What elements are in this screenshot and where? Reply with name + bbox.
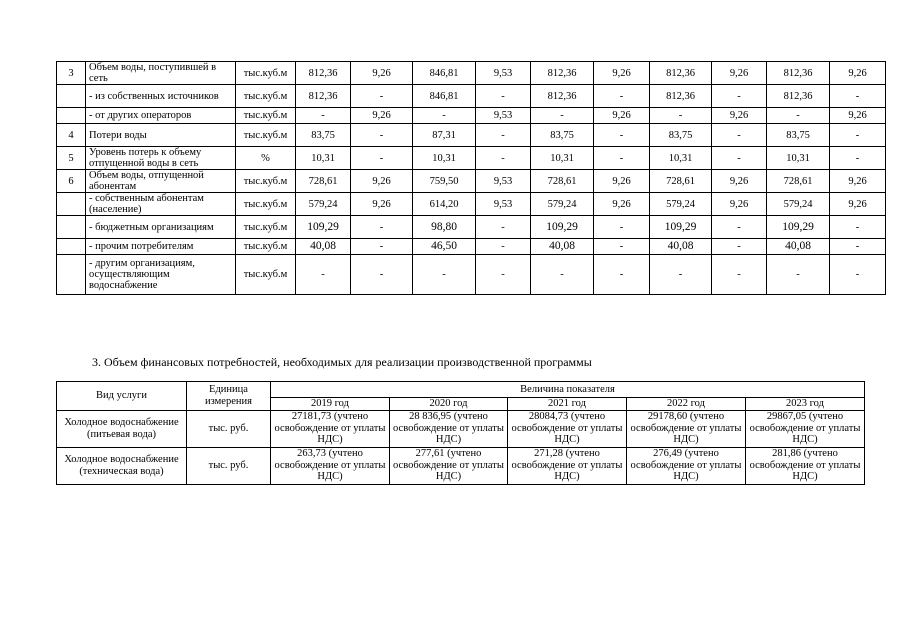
value-cell: 271,28 (учтено освобождение от уплаты НДС) [508,447,627,484]
row-unit: тыс.куб.м [236,170,296,193]
value-cell: 83,75 [296,124,351,147]
value-cell: - [351,124,413,147]
row-number [57,216,86,239]
value-cell: - [650,108,712,124]
section-heading: 3. Объем финансовых потребностей, необходимых для реализации производственной программы [92,355,592,369]
row-label: - из собственных источников [86,85,236,108]
row-unit: тыс.куб.м [236,239,296,255]
value-cell: - [830,239,886,255]
table-row [57,193,886,216]
financial-needs-table [56,381,865,485]
value-cell: - [476,147,531,170]
value-cell: 812,36 [531,62,594,85]
value-cell: 9,53 [476,193,531,216]
value-cell: - [594,124,650,147]
value-cell: 812,36 [767,62,830,85]
value-cell: 277,61 (учтено освобождение от уплаты НДС) [390,447,508,484]
value-cell: 9,26 [830,170,886,193]
value-cell: 579,24 [650,193,712,216]
value-cell: 9,53 [476,170,531,193]
value-cell: - [296,255,351,295]
value-cell: 109,29 [531,216,594,239]
row-unit: тыс.куб.м [236,62,296,85]
value-cell: 83,75 [767,124,830,147]
row-label: - другим организациям, осуществляющим водоснабжение [86,255,236,295]
value-cell: 29178,60 (учтено освобождение от уплаты НДС) [627,410,746,447]
value-cell: 27181,73 (учтено освобождение от уплаты НДС) [271,410,390,447]
table-row [57,170,886,193]
table-row [57,62,886,85]
row-unit: тыс.куб.м [236,85,296,108]
header-year: 2020 год [390,398,508,411]
row-number [57,255,86,295]
value-cell: 83,75 [531,124,594,147]
value-cell: 29867,05 (учтено освобождение от уплаты НДС) [746,410,865,447]
value-cell: 9,26 [830,108,886,124]
value-cell: 10,31 [413,147,476,170]
value-cell: 10,31 [296,147,351,170]
header-value: Величина показателя [271,382,865,398]
value-cell: - [476,239,531,255]
service-unit: тыс. руб. [187,410,271,447]
value-cell: 281,86 (учтено освобождение от уплаты НДС) [746,447,865,484]
row-label: Уровень потерь к объему отпущенной воды в сеть [86,147,236,170]
value-cell: - [413,108,476,124]
value-cell: - [476,85,531,108]
value-cell: - [531,108,594,124]
row-unit: тыс.куб.м [236,255,296,295]
value-cell: 579,24 [531,193,594,216]
value-cell: - [351,239,413,255]
row-label: Объем воды, отпущенной абонентам [86,170,236,193]
value-cell: 9,26 [351,170,413,193]
table-row [57,108,886,124]
value-cell: - [830,124,886,147]
value-cell: 109,29 [296,216,351,239]
table-row [57,255,886,295]
table-row [57,124,886,147]
value-cell: - [712,124,767,147]
row-label: Объем воды, поступившей в сеть [86,62,236,85]
value-cell: 9,26 [712,170,767,193]
value-cell: 812,36 [767,85,830,108]
value-cell: 812,36 [296,85,351,108]
value-cell: 40,08 [650,239,712,255]
row-number: 4 [57,124,86,147]
value-cell: 728,61 [296,170,351,193]
value-cell: - [531,255,594,295]
value-cell: - [476,124,531,147]
value-cell: - [594,255,650,295]
value-cell: 263,73 (учтено освобождение от уплаты НДС) [271,447,390,484]
row-label: - собственным абонентам (население) [86,193,236,216]
value-cell: 812,36 [650,62,712,85]
header-unit: Единица измерения [187,382,271,411]
value-cell: 9,26 [594,193,650,216]
value-cell: 728,61 [767,170,830,193]
value-cell: 9,26 [351,62,413,85]
value-cell: 40,08 [296,239,351,255]
value-cell: 10,31 [650,147,712,170]
value-cell: 9,26 [594,108,650,124]
value-cell: - [594,239,650,255]
value-cell: - [351,255,413,295]
row-number: 5 [57,147,86,170]
value-cell: 40,08 [767,239,830,255]
value-cell: 728,61 [531,170,594,193]
value-cell: - [830,216,886,239]
row-unit: тыс.куб.м [236,124,296,147]
value-cell: 98,80 [413,216,476,239]
value-cell: 9,26 [594,170,650,193]
header-year: 2022 год [627,398,746,411]
row-label: - бюджетным организациям [86,216,236,239]
value-cell: - [476,216,531,239]
value-cell: - [476,255,531,295]
header-year: 2021 год [508,398,627,411]
value-cell: - [830,85,886,108]
row-number [57,193,86,216]
table-row [57,447,865,484]
value-cell: - [712,85,767,108]
row-number: 3 [57,62,86,85]
header-service: Вид услуги [57,382,187,411]
value-cell: - [830,255,886,295]
row-label: - от других операторов [86,108,236,124]
row-unit: тыс.куб.м [236,108,296,124]
value-cell: 28 836,95 (учтено освобождение от уплаты НДС) [390,410,508,447]
table-row [57,147,886,170]
row-number: 6 [57,170,86,193]
value-cell: 28084,73 (учтено освобождение от уплаты НДС) [508,410,627,447]
row-unit: тыс.куб.м [236,216,296,239]
row-number [57,108,86,124]
value-cell: 846,81 [413,62,476,85]
value-cell: - [413,255,476,295]
value-cell: 9,26 [712,108,767,124]
value-cell: - [594,85,650,108]
value-cell: 9,26 [830,62,886,85]
value-cell: 9,26 [830,193,886,216]
header-year: 2023 год [746,398,865,411]
value-cell: - [830,147,886,170]
value-cell: - [351,85,413,108]
value-cell: 579,24 [767,193,830,216]
value-cell: 759,50 [413,170,476,193]
value-cell: - [296,108,351,124]
value-cell: 9,26 [712,62,767,85]
value-cell: 728,61 [650,170,712,193]
value-cell: 9,26 [712,193,767,216]
value-cell: - [594,216,650,239]
value-cell: 276,49 (учтено освобождение от уплаты НДС) [627,447,746,484]
value-cell: - [594,147,650,170]
value-cell: 87,31 [413,124,476,147]
table-row [57,239,886,255]
row-unit: % [236,147,296,170]
table-row [57,216,886,239]
service-name: Холодное водоснабжение (техническая вода) [57,447,187,484]
service-unit: тыс. руб. [187,447,271,484]
value-cell: 614,20 [413,193,476,216]
value-cell: - [712,147,767,170]
row-unit: тыс.куб.м [236,193,296,216]
value-cell: - [767,255,830,295]
header-year: 2019 год [271,398,390,411]
value-cell: 10,31 [767,147,830,170]
row-label: Потери воды [86,124,236,147]
value-cell: 812,36 [531,85,594,108]
value-cell: 46,50 [413,239,476,255]
value-cell: 579,24 [296,193,351,216]
value-cell: 812,36 [650,85,712,108]
table-row [57,85,886,108]
value-cell: - [712,255,767,295]
value-cell: 9,53 [476,108,531,124]
value-cell: - [712,216,767,239]
value-cell: 9,26 [594,62,650,85]
value-cell: 846,81 [413,85,476,108]
table-row [57,410,865,447]
value-cell: 40,08 [531,239,594,255]
value-cell: 9,53 [476,62,531,85]
row-number [57,85,86,108]
value-cell: - [351,216,413,239]
value-cell: - [650,255,712,295]
value-cell: 83,75 [650,124,712,147]
value-cell: - [351,147,413,170]
value-cell: 9,26 [351,193,413,216]
value-cell: 10,31 [531,147,594,170]
value-cell: 812,36 [296,62,351,85]
value-cell: 9,26 [351,108,413,124]
row-number [57,239,86,255]
value-cell: - [767,108,830,124]
value-cell: 109,29 [650,216,712,239]
row-label: - прочим потребителям [86,239,236,255]
value-cell: 109,29 [767,216,830,239]
production-volume-table [56,61,886,295]
service-name: Холодное водоснабжение (питьевая вода) [57,410,187,447]
value-cell: - [712,239,767,255]
